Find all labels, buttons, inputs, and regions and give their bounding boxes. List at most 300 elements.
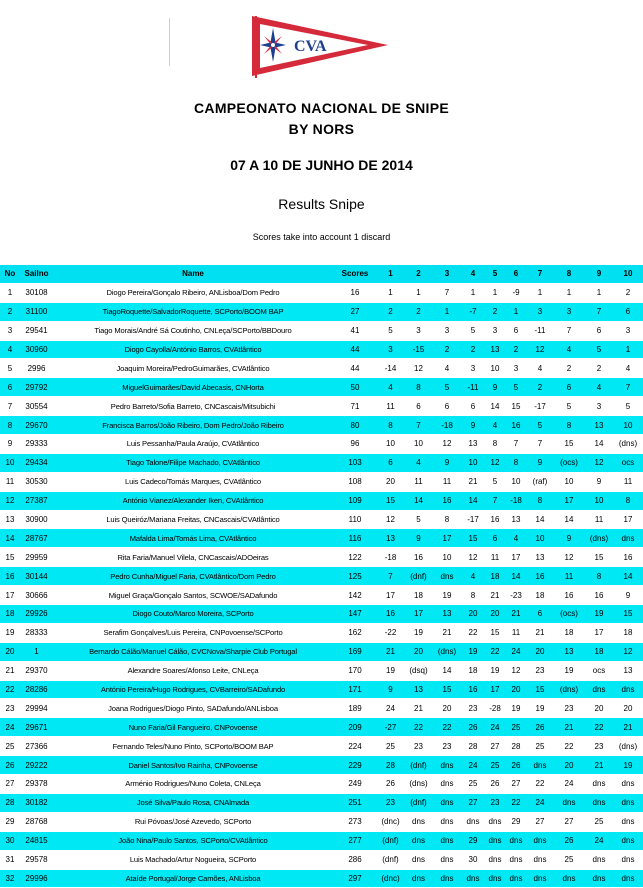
cell-r10: 15 [613,605,643,624]
cell-r1: -18 [377,548,404,567]
cell-sailno: 30666 [20,586,53,605]
cell-r10: 21 [613,718,643,737]
cell-r2: 6 [404,397,433,416]
cell-no: 8 [0,416,20,435]
cell-no: 32 [0,869,20,888]
cell-r2: 18 [404,586,433,605]
cell-sailno: 30530 [20,472,53,491]
cell-no: 23 [0,699,20,718]
cell-r2: dns [404,812,433,831]
cell-r9: 25 [585,812,613,831]
cell-sailno: 29792 [20,378,53,397]
cell-r2: 21 [404,699,433,718]
cell-r1: 2 [377,302,404,321]
cell-r2: 17 [404,605,433,624]
cell-r10: 10 [613,416,643,435]
cell-r4: 16 [461,680,485,699]
cell-r10: 13 [613,661,643,680]
cell-scores: 286 [333,850,377,869]
cell-scores: 147 [333,605,377,624]
cell-r4: 12 [461,548,485,567]
cell-r9: 6 [585,321,613,340]
cell-name: Luis Pessanha/Paula Araújo, CVAtlântico [53,435,333,454]
cell-r8: 9 [553,529,585,548]
cell-r4: 9 [461,416,485,435]
table-row [0,435,643,454]
cell-r4: 29 [461,831,485,850]
cell-r1: 8 [377,416,404,435]
cell-scores: 96 [333,435,377,454]
cell-r8: 21 [553,718,585,737]
cell-r2: -15 [404,340,433,359]
cell-r1: 19 [377,661,404,680]
cell-r5: 24 [485,718,505,737]
cell-r3: 15 [433,680,461,699]
cell-r6: 15 [505,397,527,416]
cell-sailno: 29994 [20,699,53,718]
cell-no: 25 [0,737,20,756]
cell-r3: 19 [433,586,461,605]
cell-r10: 18 [613,623,643,642]
cell-r5: 5 [485,472,505,491]
cell-r8: 13 [553,642,585,661]
cell-r4: 4 [461,567,485,586]
cell-r4: 13 [461,435,485,454]
cell-name: Daniel Santos/Ivo Rainha, CNPovoense [53,756,333,775]
cell-r3: 4 [433,359,461,378]
cell-name: Ataíde Portugal/Jorge Camões, ANLisboa [53,869,333,888]
cell-r7: 2 [527,378,553,397]
table-row [0,529,643,548]
cell-r1: 15 [377,491,404,510]
cell-r9: 23 [585,737,613,756]
cell-name: Nuno Faria/Gil Fangueiro, CNPovoense [53,718,333,737]
cell-r3: dns [433,793,461,812]
cell-sailno: 29333 [20,435,53,454]
cell-r5: 14 [485,397,505,416]
cell-r10: (dns) [613,435,643,454]
cell-r7: 8 [527,491,553,510]
cell-r9: 5 [585,340,613,359]
cell-r5: 6 [485,529,505,548]
cell-r2: dns [404,831,433,850]
cell-name: Diogo Pereira/Gonçalo Ribeiro, ANLisboa/Dom Pedro [53,283,333,302]
table-row [0,397,643,416]
cell-name: Serafim Gonçalves/Luis Pereira, CNPovoense/SCPorto [53,623,333,642]
cell-r1: 20 [377,472,404,491]
cell-name: Rui Póvoas/José Azevedo, SCPorto [53,812,333,831]
cell-r4: 26 [461,718,485,737]
cell-r8: 10 [553,472,585,491]
table-row [0,491,643,510]
table-row [0,302,643,321]
cell-r2: 10 [404,435,433,454]
cell-r3: 21 [433,623,461,642]
cell-r7: 13 [527,548,553,567]
cell-r6: 2 [505,340,527,359]
cell-r3: 9 [433,453,461,472]
cell-r2: dns [404,850,433,869]
cell-r2: 23 [404,737,433,756]
cell-r8: dns [553,869,585,888]
cell-sailno: 27366 [20,737,53,756]
cell-scores: 171 [333,680,377,699]
cell-r1: 9 [377,680,404,699]
cell-r8: 8 [553,416,585,435]
cell-r6: -9 [505,283,527,302]
cell-r1: (dnf) [377,850,404,869]
cell-no: 22 [0,680,20,699]
cell-r7: 3 [527,302,553,321]
cell-r6: 29 [505,812,527,831]
cell-name: Mafalda Lima/Tomás Lima, CVAtlântico [53,529,333,548]
cell-r1: 1 [377,283,404,302]
cell-r3: 22 [433,718,461,737]
cell-r2: (dnf) [404,756,433,775]
cell-r4: 24 [461,756,485,775]
cell-r1: 17 [377,586,404,605]
cell-sailno: 29670 [20,416,53,435]
cell-r2: 5 [404,510,433,529]
cell-r7: 20 [527,642,553,661]
cell-r10: dns [613,869,643,888]
cell-r8: (dns) [553,680,585,699]
column-header-sailno: Sailno [20,265,53,283]
cell-r1: -14 [377,359,404,378]
cell-r3: 10 [433,548,461,567]
cell-sailno: 29222 [20,756,53,775]
cell-r3: dns [433,812,461,831]
cell-r2: 16 [404,548,433,567]
cell-sailno: 30144 [20,567,53,586]
cell-r8: 19 [553,661,585,680]
cell-r9: 8 [585,567,613,586]
cell-no: 5 [0,359,20,378]
cell-name: Tiago Talone/Filipe Machado, CVAtlântico [53,453,333,472]
cell-r9: 17 [585,623,613,642]
cell-sailno: 2996 [20,359,53,378]
cell-r10: 7 [613,378,643,397]
cell-sailno: 30108 [20,283,53,302]
cell-r7: 5 [527,416,553,435]
cell-r1: 10 [377,435,404,454]
cell-name: Pedro Barreto/Sofia Barreto, CNCascais/Mitsubichi [53,397,333,416]
table-row [0,756,643,775]
cell-scores: 277 [333,831,377,850]
cell-r6: 1 [505,302,527,321]
cell-r5: 21 [485,586,505,605]
cell-r6: 13 [505,510,527,529]
table-row [0,793,643,812]
cell-name: Miguel Graça/Gonçalo Santos, SCWOE/SADafundo [53,586,333,605]
table-row [0,680,643,699]
cell-r2: 13 [404,680,433,699]
cell-r9: 10 [585,491,613,510]
cell-sailno: 28286 [20,680,53,699]
cell-sailno: 29959 [20,548,53,567]
cell-r1: 23 [377,793,404,812]
cell-r7: 4 [527,359,553,378]
table-row [0,850,643,869]
cell-r2: (dnf) [404,793,433,812]
cell-r6: 10 [505,472,527,491]
column-header-r2: 2 [404,265,433,283]
cell-r5: 11 [485,548,505,567]
cell-r10: 12 [613,642,643,661]
cell-scores: 108 [333,472,377,491]
table-row [0,718,643,737]
cell-sailno: 1 [20,642,53,661]
cell-r4: 5 [461,321,485,340]
cell-r7: 10 [527,529,553,548]
cell-scores: 249 [333,775,377,794]
cell-r3: 7 [433,283,461,302]
cell-r7: 24 [527,793,553,812]
column-header-name: Name [53,265,333,283]
cell-r4: dns [461,812,485,831]
cell-no: 11 [0,472,20,491]
cell-scores: 229 [333,756,377,775]
cell-r6: dns [505,831,527,850]
cell-r7: 7 [527,435,553,454]
table-row [0,642,643,661]
table-row [0,605,643,624]
cell-r1: (dnf) [377,831,404,850]
cell-sailno: 29434 [20,453,53,472]
cell-scores: 44 [333,359,377,378]
cell-r4: 1 [461,283,485,302]
cell-r5: dns [485,831,505,850]
cell-r7: -17 [527,397,553,416]
cell-r8: 24 [553,775,585,794]
cell-r4: -17 [461,510,485,529]
cell-r5: 9 [485,378,505,397]
cell-r8: 12 [553,548,585,567]
cell-no: 26 [0,756,20,775]
cell-r9: dns [585,775,613,794]
cell-r5: dns [485,869,505,888]
cell-scores: 169 [333,642,377,661]
cell-name: Fernando Teles/Nuno Pinto, SCPorto/BOOM BAP [53,737,333,756]
cell-r7: (raf) [527,472,553,491]
cell-name: Tiago Morais/André Sá Coutinho, CNLeça/SCPorto/BBDouro [53,321,333,340]
cell-r2: 4 [404,453,433,472]
cell-r8: 14 [553,510,585,529]
cell-r9: 4 [585,378,613,397]
cell-r8: 26 [553,831,585,850]
cell-r2: (dnf) [404,567,433,586]
cell-r2: 22 [404,718,433,737]
table-row [0,340,643,359]
cell-r3: 8 [433,510,461,529]
cell-r2: 11 [404,472,433,491]
cell-r9: ocs [585,661,613,680]
cell-no: 19 [0,623,20,642]
cell-r9: 20 [585,699,613,718]
cell-r1: 16 [377,605,404,624]
cell-scores: 209 [333,718,377,737]
cell-r2: 7 [404,416,433,435]
cell-r5: 22 [485,642,505,661]
cell-r5: 4 [485,416,505,435]
cell-r10: 4 [613,359,643,378]
cell-r6: 20 [505,680,527,699]
cell-r9: dns [585,850,613,869]
cell-r10: (dns) [613,737,643,756]
cell-r4: 21 [461,472,485,491]
table-body [0,283,643,888]
cell-r7: 15 [527,680,553,699]
cell-no: 2 [0,302,20,321]
cell-scores: 125 [333,567,377,586]
cell-r9: 7 [585,302,613,321]
cell-r1: 25 [377,737,404,756]
cell-r10: 14 [613,567,643,586]
cell-scores: 27 [333,302,377,321]
cell-r5: 26 [485,775,505,794]
cell-r8: dns [553,793,585,812]
table-row [0,586,643,605]
cell-name: Luis Cadeco/Tomás Marques, CVAtlântico [53,472,333,491]
table-header-row [0,265,643,283]
table-row [0,548,643,567]
cell-scores: 41 [333,321,377,340]
cell-r6: 17 [505,548,527,567]
cell-no: 4 [0,340,20,359]
cell-no: 6 [0,378,20,397]
cell-r5: 8 [485,435,505,454]
cell-no: 17 [0,586,20,605]
cell-r9: 16 [585,586,613,605]
cell-r4: 23 [461,699,485,718]
cell-r4: 19 [461,642,485,661]
cell-r10: dns [613,831,643,850]
cell-r6: dns [505,850,527,869]
table-row [0,510,643,529]
cell-no: 24 [0,718,20,737]
cell-r9: 14 [585,435,613,454]
cell-r6: 26 [505,756,527,775]
cell-r8: 18 [553,623,585,642]
cell-r5: 2 [485,302,505,321]
cell-r6: 27 [505,775,527,794]
cell-r6: 16 [505,416,527,435]
cell-r2: 20 [404,642,433,661]
cell-no: 15 [0,548,20,567]
cell-no: 21 [0,661,20,680]
cell-r1: 3 [377,340,404,359]
cell-scores: 116 [333,529,377,548]
cell-r6: 11 [505,623,527,642]
cell-r7: dns [527,869,553,888]
cell-r7: 26 [527,718,553,737]
cell-r1: 26 [377,775,404,794]
table-row [0,416,643,435]
cell-r5: 1 [485,283,505,302]
cell-r10: 3 [613,321,643,340]
cell-scores: 273 [333,812,377,831]
cell-r5: 20 [485,605,505,624]
cell-scores: 80 [333,416,377,435]
column-header-no: No [0,265,20,283]
cell-r7: -11 [527,321,553,340]
cell-r2: 14 [404,491,433,510]
cell-r7: dns [527,756,553,775]
cell-r8: 17 [553,491,585,510]
cell-r6: 25 [505,718,527,737]
cell-r7: 21 [527,623,553,642]
cell-r1: 12 [377,510,404,529]
cell-r10: dns [613,775,643,794]
cell-no: 10 [0,453,20,472]
logo-text: CVA [294,38,327,55]
cell-no: 30 [0,831,20,850]
cell-r1: 13 [377,529,404,548]
cell-sailno: 28768 [20,812,53,831]
cell-name: Pedro Cunha/Miguel Faria, CVAtlântico/Dom Pedro [53,567,333,586]
cell-r10: ocs [613,453,643,472]
cell-sailno: 29378 [20,775,53,794]
cell-no: 7 [0,397,20,416]
cell-r5: 12 [485,453,505,472]
cell-no: 31 [0,850,20,869]
cell-r8: 25 [553,850,585,869]
cell-no: 3 [0,321,20,340]
cell-r8: 20 [553,756,585,775]
cell-r3: dns [433,869,461,888]
cell-name: António Pereira/Hugo Rodrigues, CVBarreiro/SADafundo [53,680,333,699]
cell-r4: 30 [461,850,485,869]
cell-r10: 5 [613,397,643,416]
cell-r2: 9 [404,529,433,548]
column-header-r3: 3 [433,265,461,283]
cell-r2: (dns) [404,775,433,794]
cell-sailno: 28767 [20,529,53,548]
column-header-r9: 9 [585,265,613,283]
cell-r8: (ocs) [553,453,585,472]
cell-r7: 14 [527,510,553,529]
cell-sailno: 29370 [20,661,53,680]
table-row [0,359,643,378]
cell-r6: 21 [505,605,527,624]
cell-scores: 50 [333,378,377,397]
cell-r10: 17 [613,510,643,529]
cell-r8: (ocs) [553,605,585,624]
cell-name: TiagoRoquette/SalvadorRoquette, SCPorto/BOOM BAP [53,302,333,321]
cell-r3: dns [433,567,461,586]
cell-r3: dns [433,756,461,775]
column-header-r1: 1 [377,265,404,283]
cell-r3: 20 [433,699,461,718]
cell-r6: 5 [505,378,527,397]
cell-r8: 5 [553,397,585,416]
header-divider-line [169,18,170,66]
cell-r10: 20 [613,699,643,718]
cell-name: António Vianez/Alexander Iken, CVAtlântico [53,491,333,510]
cell-r4: 8 [461,586,485,605]
table-row [0,737,643,756]
cell-r6: dns [505,869,527,888]
cell-r10: 2 [613,283,643,302]
cell-r4: 10 [461,453,485,472]
cell-r8: 4 [553,340,585,359]
table-row [0,472,643,491]
cell-r6: 19 [505,699,527,718]
cell-r6: 7 [505,435,527,454]
cell-r7: 16 [527,567,553,586]
cell-r9: 15 [585,548,613,567]
cell-r9: 3 [585,397,613,416]
